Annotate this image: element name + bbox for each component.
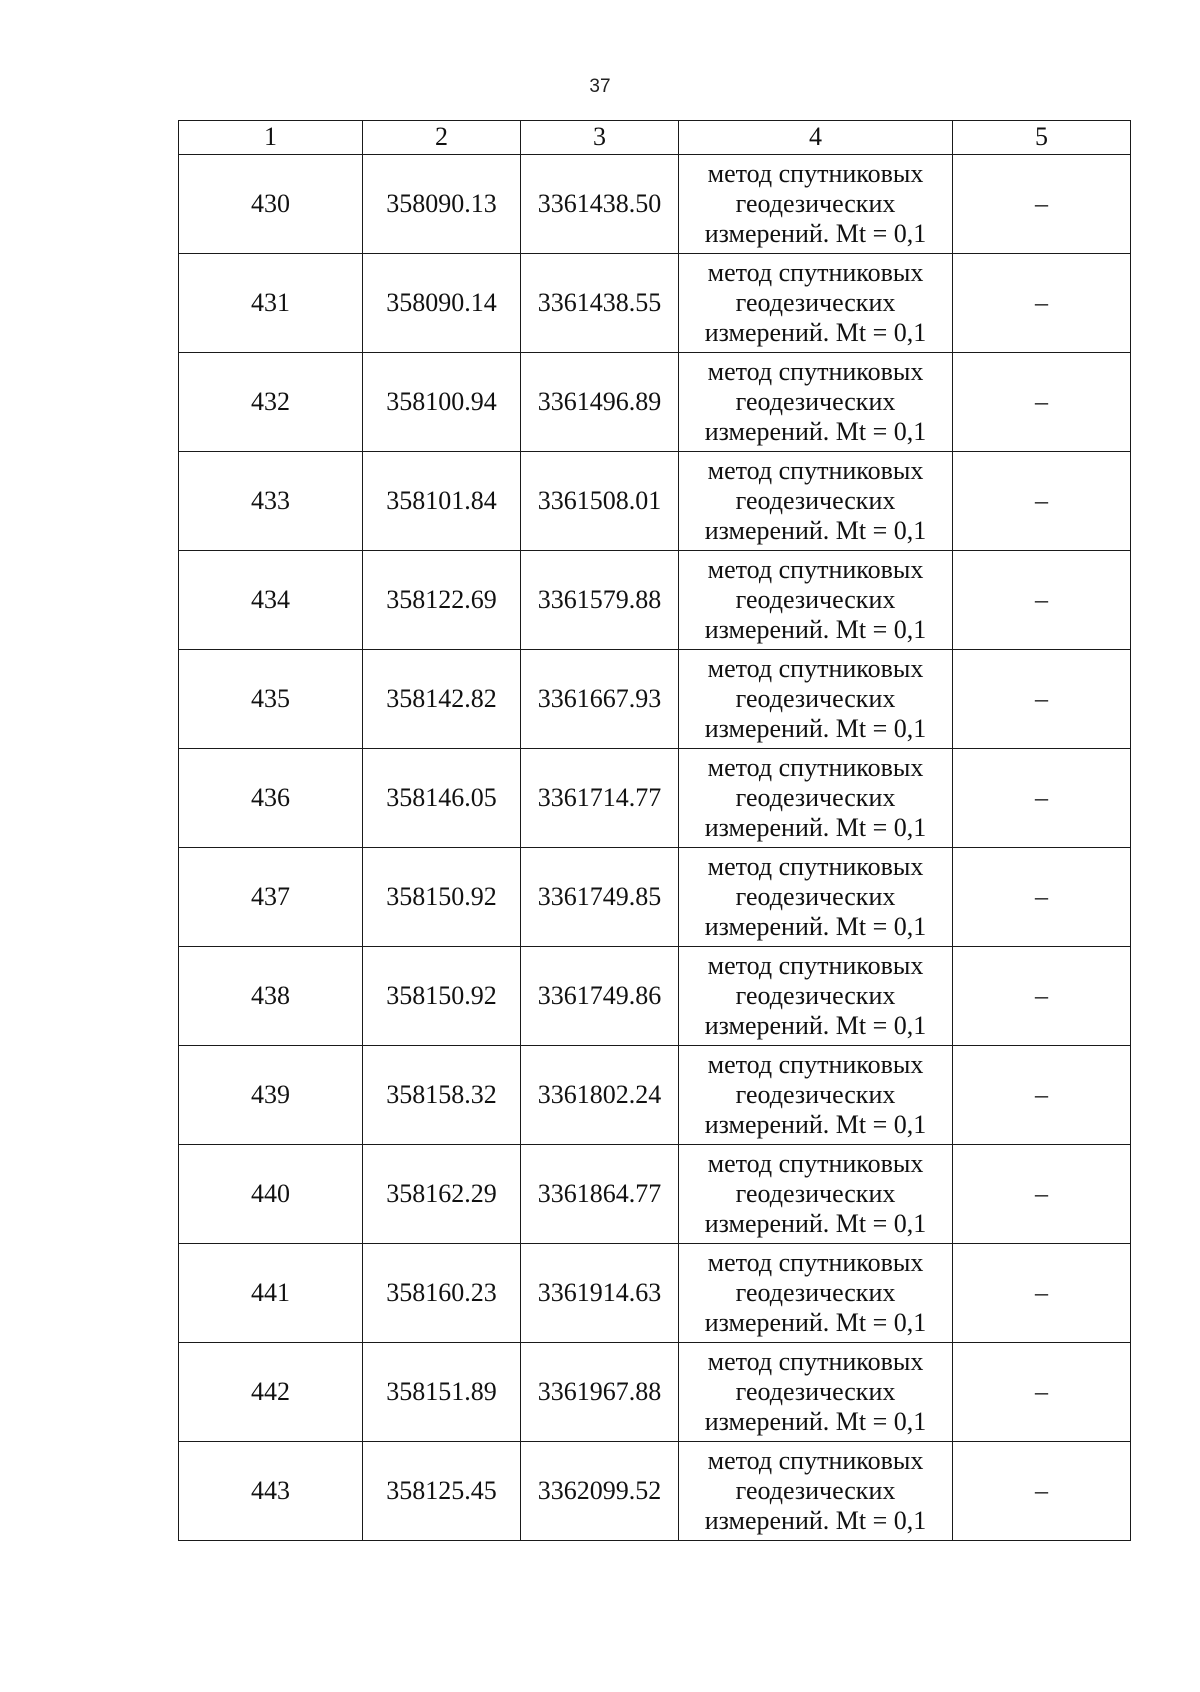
- coord-y: 3361864.77: [521, 1145, 679, 1244]
- header-col-3: 3: [521, 121, 679, 155]
- point-number: 430: [179, 155, 363, 254]
- table-row: [179, 353, 1131, 452]
- method-cell: [679, 1145, 953, 1244]
- method-cell: [679, 1046, 953, 1145]
- table-row: [179, 155, 1131, 254]
- method-line-1: метод спутниковых: [707, 1049, 924, 1079]
- coord-x: 358150.92: [363, 947, 521, 1046]
- table-header: [179, 121, 1131, 155]
- point-number: 438: [179, 947, 363, 1046]
- header-col-4: 4: [679, 121, 953, 155]
- point-number: 434: [179, 551, 363, 650]
- method-line-2: геодезических: [735, 188, 896, 218]
- coord-y: 3361508.01: [521, 452, 679, 551]
- table-row: [179, 749, 1131, 848]
- method-line-1: метод спутниковых: [707, 851, 924, 881]
- coord-x: 358146.05: [363, 749, 521, 848]
- coord-y: 3361496.89: [521, 353, 679, 452]
- method-line-2: геодезических: [735, 1376, 896, 1406]
- method-line-3: измерений. Mt = 0,1: [704, 516, 927, 546]
- table-row: [179, 452, 1131, 551]
- method-line-1: метод спутниковых: [707, 158, 924, 188]
- method-line-3: измерений. Mt = 0,1: [704, 1407, 927, 1437]
- method-line-2: геодезических: [735, 386, 896, 416]
- coord-y: 3361438.50: [521, 155, 679, 254]
- page-number: 37: [589, 76, 611, 97]
- method-line-2: геодезических: [735, 1475, 896, 1505]
- method-cell: [679, 1343, 953, 1442]
- table-row: [179, 1046, 1131, 1145]
- method-line-3: измерений. Mt = 0,1: [704, 1110, 927, 1140]
- coord-x: 358151.89: [363, 1343, 521, 1442]
- note-cell: –: [953, 650, 1131, 749]
- coord-y: 3361749.85: [521, 848, 679, 947]
- note-cell: –: [953, 848, 1131, 947]
- point-number: 441: [179, 1244, 363, 1343]
- point-number: 443: [179, 1442, 363, 1541]
- coord-x: 358100.94: [363, 353, 521, 452]
- coord-y: 3361438.55: [521, 254, 679, 353]
- method-line-1: метод спутниковых: [707, 653, 924, 683]
- coord-x: 358101.84: [363, 452, 521, 551]
- note-cell: –: [953, 749, 1131, 848]
- note-cell: –: [953, 1442, 1131, 1541]
- point-number: 432: [179, 353, 363, 452]
- method-line-2: геодезических: [735, 1079, 896, 1109]
- method-line-1: метод спутниковых: [707, 257, 924, 287]
- header-col-2: 2: [363, 121, 521, 155]
- method-line-1: метод спутниковых: [707, 455, 924, 485]
- method-cell: [679, 254, 953, 353]
- method-line-3: измерений. Mt = 0,1: [704, 1011, 927, 1041]
- method-line-3: измерений. Mt = 0,1: [704, 1308, 927, 1338]
- note-cell: –: [953, 1244, 1131, 1343]
- method-line-3: измерений. Mt = 0,1: [704, 318, 927, 348]
- method-line-3: измерений. Mt = 0,1: [704, 615, 927, 645]
- method-line-2: геодезических: [735, 683, 896, 713]
- note-cell: –: [953, 254, 1131, 353]
- table-row: [179, 254, 1131, 353]
- point-number: 435: [179, 650, 363, 749]
- method-line-3: измерений. Mt = 0,1: [704, 1506, 927, 1536]
- method-line-2: геодезических: [735, 1178, 896, 1208]
- coord-y: 3361914.63: [521, 1244, 679, 1343]
- point-number: 431: [179, 254, 363, 353]
- method-line-1: метод спутниковых: [707, 950, 924, 980]
- point-number: 437: [179, 848, 363, 947]
- method-cell: [679, 650, 953, 749]
- coord-y: 3362099.52: [521, 1442, 679, 1541]
- method-line-2: геодезических: [735, 287, 896, 317]
- note-cell: –: [953, 452, 1131, 551]
- method-cell: [679, 1442, 953, 1541]
- coord-y: 3361802.24: [521, 1046, 679, 1145]
- method-line-1: метод спутниковых: [707, 1445, 924, 1475]
- note-cell: –: [953, 1145, 1131, 1244]
- method-line-3: измерений. Mt = 0,1: [704, 813, 927, 843]
- method-line-3: измерений. Mt = 0,1: [704, 417, 927, 447]
- header-col-1: 1: [179, 121, 363, 155]
- coord-y: 3361714.77: [521, 749, 679, 848]
- coord-x: 358090.13: [363, 155, 521, 254]
- coord-x: 358160.23: [363, 1244, 521, 1343]
- table-row: [179, 551, 1131, 650]
- table-row: [179, 650, 1131, 749]
- note-cell: –: [953, 1343, 1131, 1442]
- point-number: 439: [179, 1046, 363, 1145]
- method-line-2: геодезических: [735, 881, 896, 911]
- header-col-5: 5: [953, 121, 1131, 155]
- method-line-3: измерений. Mt = 0,1: [704, 219, 927, 249]
- header-row: [179, 121, 1131, 155]
- method-cell: [679, 353, 953, 452]
- method-line-2: геодезических: [735, 782, 896, 812]
- method-cell: [679, 947, 953, 1046]
- method-cell: [679, 1244, 953, 1343]
- method-line-1: метод спутниковых: [707, 752, 924, 782]
- method-line-1: метод спутниковых: [707, 1148, 924, 1178]
- table-row: [179, 947, 1131, 1046]
- method-cell: [679, 848, 953, 947]
- table-row: [179, 1145, 1131, 1244]
- coord-x: 358162.29: [363, 1145, 521, 1244]
- coord-x: 358125.45: [363, 1442, 521, 1541]
- coord-y: 3361579.88: [521, 551, 679, 650]
- note-cell: –: [953, 947, 1131, 1046]
- note-cell: –: [953, 1046, 1131, 1145]
- coord-x: 358158.32: [363, 1046, 521, 1145]
- method-cell: [679, 155, 953, 254]
- method-line-3: измерений. Mt = 0,1: [704, 714, 927, 744]
- coord-x: 358122.69: [363, 551, 521, 650]
- method-cell: [679, 749, 953, 848]
- method-cell: [679, 551, 953, 650]
- coordinates-table: [178, 120, 1131, 1541]
- method-line-1: метод спутниковых: [707, 1346, 924, 1376]
- coord-y: 3361749.86: [521, 947, 679, 1046]
- point-number: 440: [179, 1145, 363, 1244]
- coord-y: 3361967.88: [521, 1343, 679, 1442]
- method-line-3: измерений. Mt = 0,1: [704, 1209, 927, 1239]
- table-row: [179, 1343, 1131, 1442]
- method-line-1: метод спутниковых: [707, 554, 924, 584]
- point-number: 442: [179, 1343, 363, 1442]
- note-cell: –: [953, 551, 1131, 650]
- table-row: [179, 1442, 1131, 1541]
- method-line-2: геодезических: [735, 980, 896, 1010]
- table-row: [179, 1244, 1131, 1343]
- method-cell: [679, 452, 953, 551]
- coord-x: 358090.14: [363, 254, 521, 353]
- method-line-1: метод спутниковых: [707, 1247, 924, 1277]
- method-line-2: геодезических: [735, 584, 896, 614]
- coord-y: 3361667.93: [521, 650, 679, 749]
- table-row: [179, 848, 1131, 947]
- note-cell: –: [953, 353, 1131, 452]
- point-number: 436: [179, 749, 363, 848]
- method-line-1: метод спутниковых: [707, 356, 924, 386]
- method-line-2: геодезических: [735, 1277, 896, 1307]
- table-body: [179, 155, 1131, 1541]
- coord-x: 358150.92: [363, 848, 521, 947]
- method-line-3: измерений. Mt = 0,1: [704, 912, 927, 942]
- point-number: 433: [179, 452, 363, 551]
- note-cell: –: [953, 155, 1131, 254]
- method-line-2: геодезических: [735, 485, 896, 515]
- coord-x: 358142.82: [363, 650, 521, 749]
